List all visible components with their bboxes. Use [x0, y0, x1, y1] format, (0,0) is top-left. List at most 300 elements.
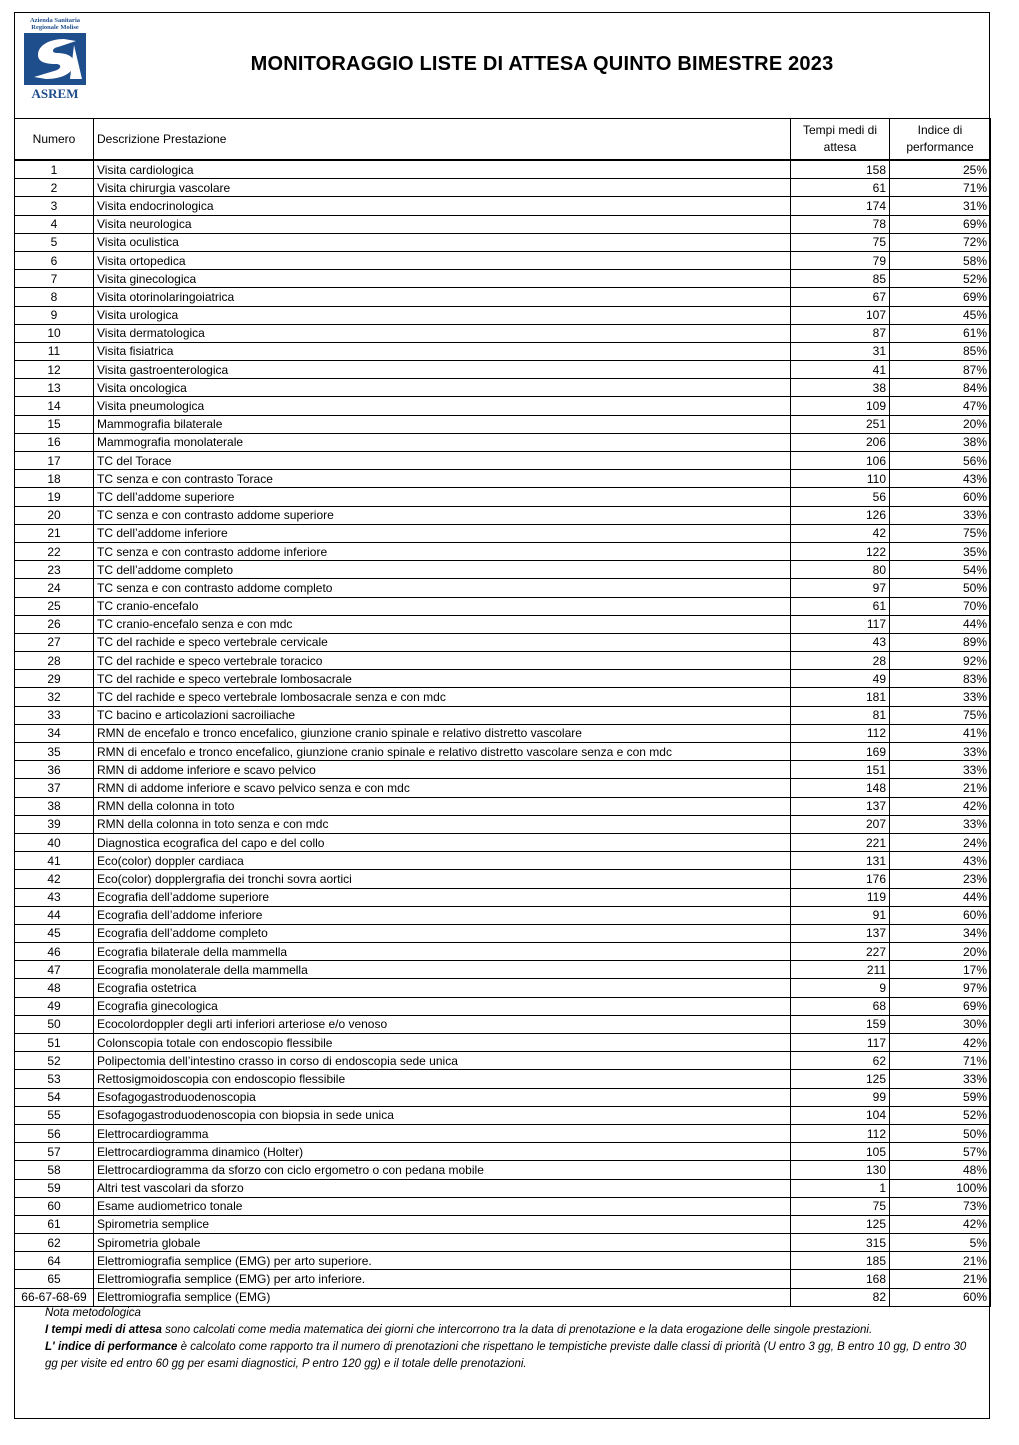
row-indice: 60%	[890, 1288, 991, 1306]
row-numero: 35	[15, 743, 94, 761]
row-descrizione: Visita fisiatrica	[94, 342, 791, 360]
row-tempi: 110	[791, 470, 890, 488]
asrem-logo	[21, 17, 89, 109]
row-descrizione: RMN della colonna in toto	[94, 797, 791, 815]
row-tempi: 41	[791, 361, 890, 379]
table-row	[15, 833, 991, 851]
row-indice: 83%	[890, 670, 991, 688]
row-indice: 52%	[890, 270, 991, 288]
table-row	[15, 288, 991, 306]
row-indice: 43%	[890, 470, 991, 488]
row-descrizione: RMN della colonna in toto senza e con mdc	[94, 815, 791, 833]
column-header-tempi	[791, 119, 890, 161]
row-numero: 59	[15, 1179, 94, 1197]
row-numero: 57	[15, 1143, 94, 1161]
row-indice: 72%	[890, 233, 991, 251]
row-tempi: 28	[791, 652, 890, 670]
row-descrizione: Eco(color) doppler cardiaca	[94, 852, 791, 870]
row-descrizione: Visita pneumologica	[94, 397, 791, 415]
table-row	[15, 979, 991, 997]
row-tempi: 221	[791, 833, 890, 851]
row-numero: 34	[15, 724, 94, 742]
table-row	[15, 852, 991, 870]
row-descrizione: Altri test vascolari da sforzo	[94, 1179, 791, 1197]
row-indice: 50%	[890, 579, 991, 597]
row-descrizione: TC senza e con contrasto addome completo	[94, 579, 791, 597]
row-indice: 87%	[890, 361, 991, 379]
table-row	[15, 924, 991, 942]
row-numero: 20	[15, 506, 94, 524]
row-descrizione: Ecografia dell’addome completo	[94, 924, 791, 942]
row-descrizione: Visita endocrinologica	[94, 197, 791, 215]
table-row	[15, 1034, 991, 1052]
row-tempi: 38	[791, 379, 890, 397]
row-descrizione: Visita ortopedica	[94, 251, 791, 269]
row-numero: 7	[15, 270, 94, 288]
methodology-note	[45, 1305, 975, 1373]
row-indice: 23%	[890, 870, 991, 888]
row-descrizione: Rettosigmoidoscopia con endoscopio flessibile	[94, 1070, 791, 1088]
row-tempi: 67	[791, 288, 890, 306]
row-numero: 58	[15, 1161, 94, 1179]
row-tempi: 62	[791, 1052, 890, 1070]
row-numero: 60	[15, 1197, 94, 1215]
row-tempi: 207	[791, 815, 890, 833]
row-indice: 44%	[890, 615, 991, 633]
note-tempi	[45, 1322, 975, 1339]
row-descrizione: Visita ginecologica	[94, 270, 791, 288]
row-descrizione: TC dell’addome inferiore	[94, 524, 791, 542]
document-header	[15, 13, 989, 118]
table-row	[15, 397, 991, 415]
row-tempi: 315	[791, 1234, 890, 1252]
row-indice: 43%	[890, 852, 991, 870]
table-row	[15, 542, 991, 560]
row-indice: 54%	[890, 561, 991, 579]
column-header-descrizione: Descrizione Prestazione	[94, 119, 791, 161]
row-numero: 25	[15, 597, 94, 615]
row-descrizione: Ecografia dell’addome superiore	[94, 888, 791, 906]
row-numero: 28	[15, 652, 94, 670]
row-tempi: 137	[791, 924, 890, 942]
row-numero: 38	[15, 797, 94, 815]
row-indice: 48%	[890, 1161, 991, 1179]
row-descrizione: Elettromiografia semplice (EMG) per arto superiore.	[94, 1252, 791, 1270]
row-descrizione: Ecografia monolaterale della mammella	[94, 961, 791, 979]
row-descrizione: Elettromiografia semplice (EMG) per arto inferiore.	[94, 1270, 791, 1288]
row-indice: 38%	[890, 433, 991, 451]
row-descrizione: Visita otorinolaringoiatrica	[94, 288, 791, 306]
row-indice: 57%	[890, 1143, 991, 1161]
row-numero: 66-67-68-69	[15, 1288, 94, 1306]
column-header-indice-label: Indice di performance	[906, 123, 974, 154]
row-descrizione: Visita urologica	[94, 306, 791, 324]
row-numero: 43	[15, 888, 94, 906]
row-descrizione: TC senza e con contrasto addome superiore	[94, 506, 791, 524]
row-tempi: 68	[791, 997, 890, 1015]
row-numero: 53	[15, 1070, 94, 1088]
row-numero: 54	[15, 1088, 94, 1106]
row-tempi: 117	[791, 1034, 890, 1052]
row-tempi: 174	[791, 197, 890, 215]
table-row	[15, 1179, 991, 1197]
table-row	[15, 797, 991, 815]
table-row	[15, 724, 991, 742]
row-descrizione: TC bacino e articolazioni sacroiliache	[94, 706, 791, 724]
row-descrizione: Mammografia bilaterale	[94, 415, 791, 433]
row-descrizione: TC senza e con contrasto Torace	[94, 470, 791, 488]
row-numero: 33	[15, 706, 94, 724]
row-numero: 32	[15, 688, 94, 706]
table-row	[15, 779, 991, 797]
row-descrizione: Elettrocardiogramma	[94, 1124, 791, 1142]
row-descrizione: Ecografia ginecologica	[94, 997, 791, 1015]
row-indice: 42%	[890, 1215, 991, 1233]
row-numero: 41	[15, 852, 94, 870]
table-row	[15, 342, 991, 360]
row-descrizione: Visita chirurgia vascolare	[94, 179, 791, 197]
row-tempi: 227	[791, 943, 890, 961]
row-indice: 52%	[890, 1106, 991, 1124]
row-tempi: 122	[791, 542, 890, 560]
note-indice-term: L' indice di performance	[45, 1341, 178, 1353]
row-tempi: 117	[791, 615, 890, 633]
row-tempi: 75	[791, 233, 890, 251]
row-indice: 47%	[890, 397, 991, 415]
row-indice: 33%	[890, 506, 991, 524]
row-descrizione: Esame audiometrico tonale	[94, 1197, 791, 1215]
row-tempi: 159	[791, 1015, 890, 1033]
table-row	[15, 1124, 991, 1142]
row-numero: 24	[15, 579, 94, 597]
row-indice: 33%	[890, 1070, 991, 1088]
waiting-list-table	[14, 118, 991, 1307]
row-numero: 3	[15, 197, 94, 215]
row-tempi: 109	[791, 397, 890, 415]
table-row	[15, 597, 991, 615]
logo-org-line2: Regionale Molise	[31, 24, 79, 31]
table-row	[15, 233, 991, 251]
row-indice: 50%	[890, 1124, 991, 1142]
row-tempi: 61	[791, 179, 890, 197]
row-tempi: 43	[791, 633, 890, 651]
row-tempi: 168	[791, 1270, 890, 1288]
row-indice: 31%	[890, 197, 991, 215]
document-frame	[14, 12, 990, 1419]
table-row	[15, 743, 991, 761]
row-tempi: 97	[791, 579, 890, 597]
row-numero: 6	[15, 251, 94, 269]
row-indice: 89%	[890, 633, 991, 651]
row-tempi: 87	[791, 324, 890, 342]
row-numero: 40	[15, 833, 94, 851]
row-indice: 45%	[890, 306, 991, 324]
row-numero: 15	[15, 415, 94, 433]
row-numero: 26	[15, 615, 94, 633]
row-tempi: 49	[791, 670, 890, 688]
row-numero: 65	[15, 1270, 94, 1288]
row-tempi: 176	[791, 870, 890, 888]
row-indice: 75%	[890, 524, 991, 542]
row-indice: 69%	[890, 288, 991, 306]
row-descrizione: TC del rachide e speco vertebrale cervicale	[94, 633, 791, 651]
row-descrizione: TC senza e con contrasto addome inferiore	[94, 542, 791, 560]
table-header-row	[15, 119, 991, 161]
table-row	[15, 1088, 991, 1106]
row-indice: 21%	[890, 1252, 991, 1270]
column-header-numero: Numero	[15, 119, 94, 161]
table-row	[15, 943, 991, 961]
row-descrizione: Esofagogastroduodenoscopia	[94, 1088, 791, 1106]
row-tempi: 211	[791, 961, 890, 979]
column-header-tempi-label: Tempi medi di attesa	[802, 123, 878, 154]
row-descrizione: TC cranio-encefalo senza e con mdc	[94, 615, 791, 633]
row-descrizione: Visita oculistica	[94, 233, 791, 251]
row-numero: 46	[15, 943, 94, 961]
row-descrizione: Visita cardiologica	[94, 160, 791, 179]
note-indice-text: è calcolato come rapporto tra il numero di prenotazioni che rispettano le tempistiche previste dalle classi di priorità (U entro 3 gg, B entro 10 gg, D entro 30 gg per visite ed entro 60 gg per esami diagnostici, P entro 120 gg) e il totale delle prenotazioni.	[45, 1341, 967, 1370]
table-row	[15, 1143, 991, 1161]
table-row	[15, 361, 991, 379]
table-row	[15, 506, 991, 524]
row-indice: 44%	[890, 888, 991, 906]
row-tempi: 251	[791, 415, 890, 433]
note-tempi-term: I tempi medi di attesa	[45, 1324, 162, 1336]
row-numero: 4	[15, 215, 94, 233]
logo-name: ASREM	[31, 86, 79, 101]
row-numero: 5	[15, 233, 94, 251]
note-tempi-text: sono calcolati come media matematica dei giorni che intercorrono tra la data di prenotazione e la data erogazione delle singole prestazioni.	[161, 1324, 873, 1336]
row-indice: 92%	[890, 652, 991, 670]
row-tempi: 80	[791, 561, 890, 579]
row-descrizione: Ecografia bilaterale della mammella	[94, 943, 791, 961]
row-numero: 19	[15, 488, 94, 506]
row-indice: 17%	[890, 961, 991, 979]
row-descrizione: RMN di addome inferiore e scavo pelvico	[94, 761, 791, 779]
row-tempi: 158	[791, 160, 890, 179]
row-tempi: 104	[791, 1106, 890, 1124]
table-row	[15, 1052, 991, 1070]
row-numero: 52	[15, 1052, 94, 1070]
row-numero: 21	[15, 524, 94, 542]
row-numero: 18	[15, 470, 94, 488]
row-numero: 27	[15, 633, 94, 651]
row-tempi: 206	[791, 433, 890, 451]
row-indice: 35%	[890, 542, 991, 560]
row-numero: 29	[15, 670, 94, 688]
row-indice: 25%	[890, 160, 991, 179]
table-row	[15, 961, 991, 979]
row-descrizione: Polipectomia dell’intestino crasso in corso di endoscopia sede unica	[94, 1052, 791, 1070]
row-descrizione: RMN di addome inferiore e scavo pelvico senza e con mdc	[94, 779, 791, 797]
row-indice: 73%	[890, 1197, 991, 1215]
row-tempi: 81	[791, 706, 890, 724]
table-row	[15, 633, 991, 651]
row-numero: 17	[15, 452, 94, 470]
row-indice: 60%	[890, 906, 991, 924]
row-indice: 75%	[890, 706, 991, 724]
row-descrizione: Visita dermatologica	[94, 324, 791, 342]
row-descrizione: Diagnostica ecografica del capo e del collo	[94, 833, 791, 851]
row-descrizione: Ecografia ostetrica	[94, 979, 791, 997]
table-row	[15, 215, 991, 233]
row-tempi: 91	[791, 906, 890, 924]
table-row	[15, 488, 991, 506]
table-row	[15, 379, 991, 397]
table-row	[15, 1252, 991, 1270]
row-descrizione: Elettrocardiogramma da sforzo con ciclo ergometro o con pedana mobile	[94, 1161, 791, 1179]
row-indice: 71%	[890, 179, 991, 197]
table-row	[15, 652, 991, 670]
row-tempi: 185	[791, 1252, 890, 1270]
table-row	[15, 1015, 991, 1033]
row-tempi: 131	[791, 852, 890, 870]
row-numero: 62	[15, 1234, 94, 1252]
row-tempi: 181	[791, 688, 890, 706]
row-descrizione: Esofagogastroduodenoscopia con biopsia in sede unica	[94, 1106, 791, 1124]
row-indice: 21%	[890, 1270, 991, 1288]
row-numero: 9	[15, 306, 94, 324]
table-row	[15, 706, 991, 724]
row-tempi: 112	[791, 1124, 890, 1142]
row-descrizione: TC del Torace	[94, 452, 791, 470]
row-descrizione: Eco(color) dopplergrafia dei tronchi sovra aortici	[94, 870, 791, 888]
row-descrizione: Ecografia dell’addome inferiore	[94, 906, 791, 924]
row-indice: 71%	[890, 1052, 991, 1070]
row-numero: 36	[15, 761, 94, 779]
table-row	[15, 270, 991, 288]
row-tempi: 56	[791, 488, 890, 506]
table-row	[15, 1070, 991, 1088]
row-tempi: 137	[791, 797, 890, 815]
row-tempi: 125	[791, 1215, 890, 1233]
row-tempi: 61	[791, 597, 890, 615]
row-indice: 69%	[890, 997, 991, 1015]
row-tempi: 105	[791, 1143, 890, 1161]
row-descrizione: TC cranio-encefalo	[94, 597, 791, 615]
row-indice: 21%	[890, 779, 991, 797]
row-numero: 48	[15, 979, 94, 997]
table-row	[15, 561, 991, 579]
row-indice: 30%	[890, 1015, 991, 1033]
row-indice: 42%	[890, 1034, 991, 1052]
row-tempi: 78	[791, 215, 890, 233]
row-indice: 60%	[890, 488, 991, 506]
asrem-logo-icon	[24, 33, 86, 85]
row-numero: 37	[15, 779, 94, 797]
row-descrizione: Visita gastroenterologica	[94, 361, 791, 379]
table-row	[15, 433, 991, 451]
row-tempi: 107	[791, 306, 890, 324]
row-indice: 33%	[890, 761, 991, 779]
row-indice: 33%	[890, 815, 991, 833]
table-row	[15, 688, 991, 706]
row-descrizione: Colonscopia totale con endoscopio flessibile	[94, 1034, 791, 1052]
row-numero: 47	[15, 961, 94, 979]
table-row	[15, 615, 991, 633]
row-descrizione: TC del rachide e speco vertebrale lombosacrale	[94, 670, 791, 688]
logo-org-line1: Azienda Sanitaria	[29, 17, 81, 24]
row-descrizione: Ecocolordoppler degli arti inferiori arteriose e/o venoso	[94, 1015, 791, 1033]
table-row	[15, 906, 991, 924]
row-tempi: 75	[791, 1197, 890, 1215]
row-indice: 34%	[890, 924, 991, 942]
row-numero: 12	[15, 361, 94, 379]
row-tempi: 31	[791, 342, 890, 360]
row-indice: 69%	[890, 215, 991, 233]
row-tempi: 1	[791, 1179, 890, 1197]
row-tempi: 82	[791, 1288, 890, 1306]
row-descrizione: Visita oncologica	[94, 379, 791, 397]
table-body	[15, 160, 991, 1306]
table-row	[15, 197, 991, 215]
row-tempi: 79	[791, 251, 890, 269]
row-tempi: 9	[791, 979, 890, 997]
row-numero: 14	[15, 397, 94, 415]
row-indice: 61%	[890, 324, 991, 342]
table-row	[15, 1215, 991, 1233]
row-descrizione: TC dell’addome completo	[94, 561, 791, 579]
row-indice: 33%	[890, 688, 991, 706]
row-numero: 2	[15, 179, 94, 197]
table-row	[15, 815, 991, 833]
column-header-indice	[890, 119, 991, 161]
row-numero: 16	[15, 433, 94, 451]
table-row	[15, 997, 991, 1015]
row-indice: 59%	[890, 1088, 991, 1106]
table-row	[15, 251, 991, 269]
row-indice: 85%	[890, 342, 991, 360]
row-indice: 41%	[890, 724, 991, 742]
table-row	[15, 524, 991, 542]
table-row	[15, 579, 991, 597]
table-row	[15, 306, 991, 324]
row-indice: 24%	[890, 833, 991, 851]
row-tempi: 148	[791, 779, 890, 797]
row-numero: 23	[15, 561, 94, 579]
row-tempi: 126	[791, 506, 890, 524]
row-numero: 64	[15, 1252, 94, 1270]
row-numero: 44	[15, 906, 94, 924]
table-row	[15, 160, 991, 179]
row-descrizione: TC del rachide e speco vertebrale lombosacrale senza e con mdc	[94, 688, 791, 706]
row-tempi: 130	[791, 1161, 890, 1179]
row-tempi: 85	[791, 270, 890, 288]
row-tempi: 125	[791, 1070, 890, 1088]
row-numero: 8	[15, 288, 94, 306]
table-row	[15, 1288, 991, 1306]
row-numero: 11	[15, 342, 94, 360]
table-row	[15, 670, 991, 688]
row-descrizione: TC dell’addome superiore	[94, 488, 791, 506]
row-descrizione: Elettrocardiogramma dinamico (Holter)	[94, 1143, 791, 1161]
row-numero: 10	[15, 324, 94, 342]
table-row	[15, 324, 991, 342]
row-indice: 20%	[890, 415, 991, 433]
row-tempi: 42	[791, 524, 890, 542]
row-indice: 100%	[890, 1179, 991, 1197]
note-heading: Nota metodologica	[45, 1307, 141, 1319]
table-row	[15, 761, 991, 779]
row-tempi: 119	[791, 888, 890, 906]
row-indice: 33%	[890, 743, 991, 761]
row-numero: 56	[15, 1124, 94, 1142]
table-row	[15, 870, 991, 888]
row-tempi: 169	[791, 743, 890, 761]
row-numero: 1	[15, 160, 94, 179]
table-row	[15, 1234, 991, 1252]
row-descrizione: Elettromiografia semplice (EMG)	[94, 1288, 791, 1306]
